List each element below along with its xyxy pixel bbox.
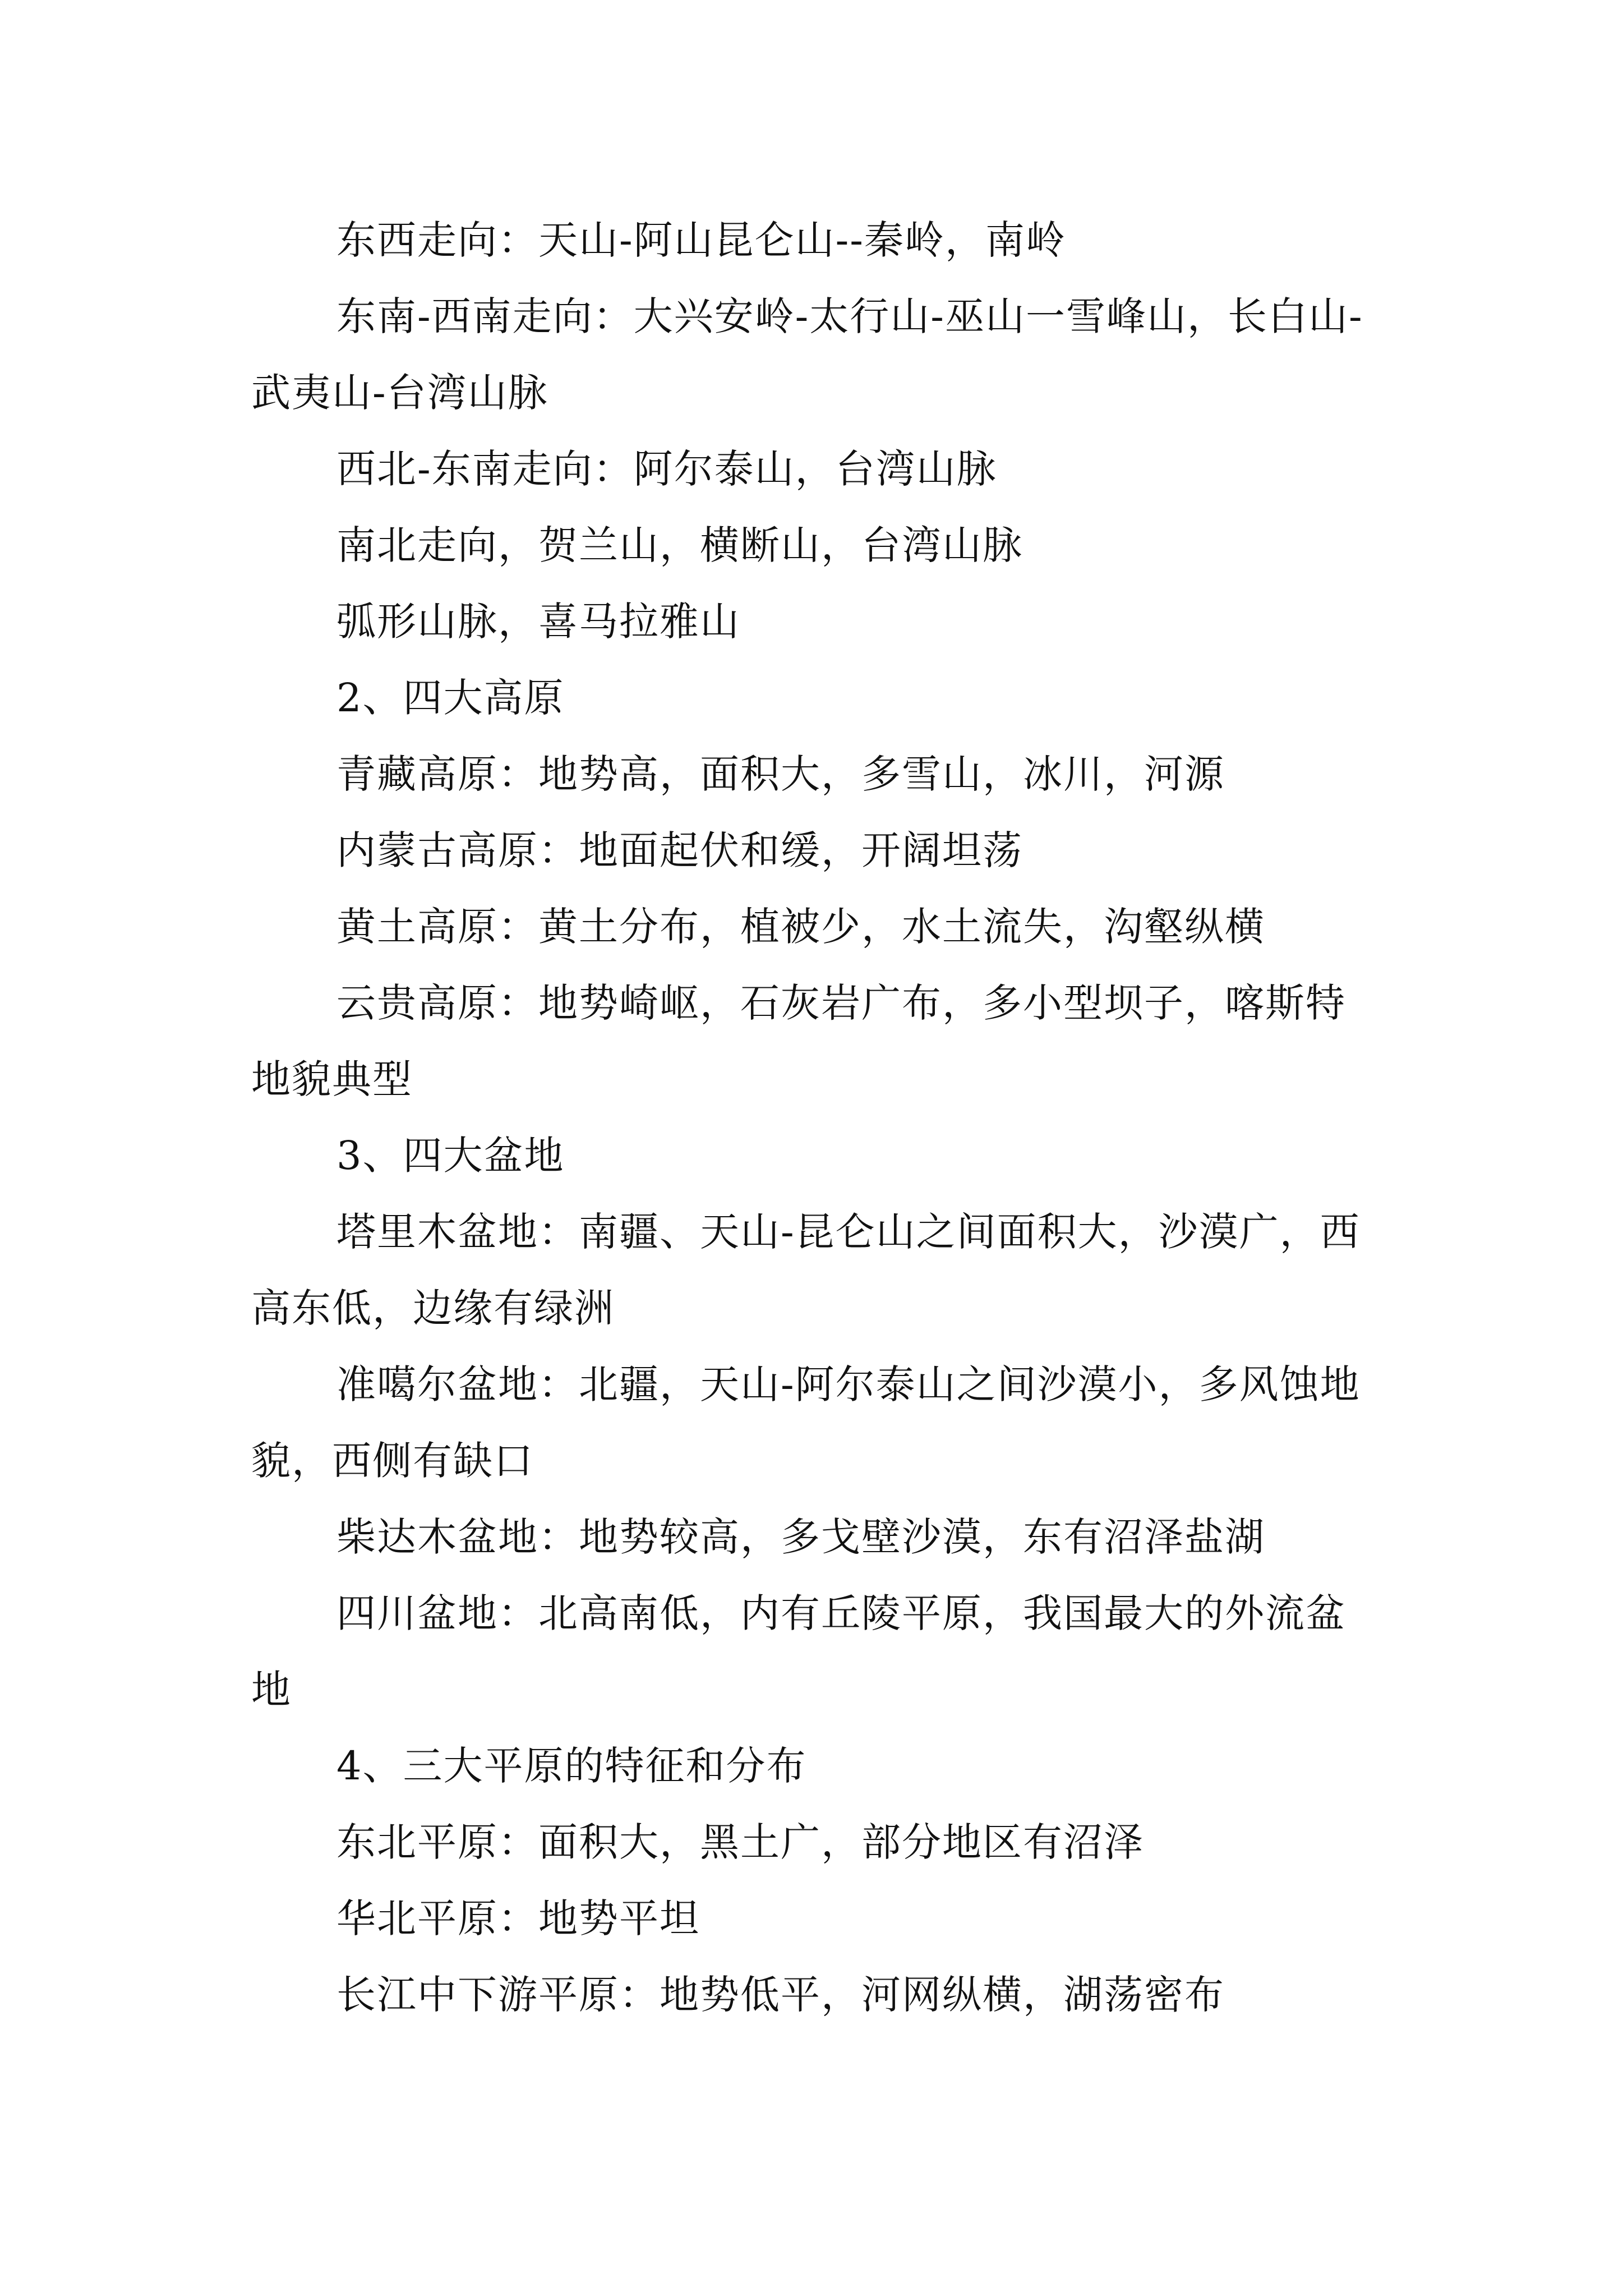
section-heading-plains: 4、三大平原的特征和分布 xyxy=(336,1743,807,1789)
paragraph-mountains-north-south: 南北走向，贺兰山，横断山，台湾山脉 xyxy=(336,522,1023,568)
paragraph-qingzang-plateau: 青藏高原：地势高，面积大，多雪山，冰川，河源 xyxy=(336,751,1225,797)
paragraph-northeast-plain: 东北平原：面积大，黑土广，部分地区有沼泽 xyxy=(336,1819,1144,1865)
section-heading-plateaus: 2、四大高原 xyxy=(336,675,565,721)
paragraph-yangtze-plain: 长江中下游平原：地势低平，河网纵横，湖荡密布 xyxy=(336,1972,1225,2018)
section-heading-basins: 3、四大盆地 xyxy=(336,1133,565,1179)
paragraph-mountains-arc: 弧形山脉，喜马拉雅山 xyxy=(336,599,740,645)
paragraph-tarim-basin: 塔里木盆地：南疆、天山-昆仑山之间面积大，沙漠广，西高东低，边缘有绿洲 xyxy=(251,1209,1361,1331)
paragraph-inner-mongolia-plateau: 内蒙古高原：地面起伏和缓，开阔坦荡 xyxy=(336,827,1023,873)
paragraph-mountains-nw-se: 西北-东南走向：阿尔泰山，台湾山脉 xyxy=(336,446,997,492)
paragraph-mountains-east-west: 东西走向：天山-阿山昆仑山--秦岭，南岭 xyxy=(336,217,1066,263)
document-body xyxy=(251,202,1384,2033)
paragraph-loess-plateau: 黄土高原：黄土分布，植被少，水土流失，沟壑纵横 xyxy=(336,904,1265,950)
paragraph-mountains-ne-sw: 东南-西南走向：大兴安岭-太行山-巫山一雪峰山，长白山-武夷山-台湾山脉 xyxy=(251,293,1363,416)
paragraph-junggar-basin: 准噶尔盆地：北疆，天山-阿尔泰山之间沙漠小，多风蚀地貌，西侧有缺口 xyxy=(251,1361,1361,1484)
paragraph-north-china-plain: 华北平原：地势平坦 xyxy=(336,1895,700,1941)
paragraph-yungui-plateau: 云贵高原：地势崎岖，石灰岩广布，多小型坝子，喀斯特地貌典型 xyxy=(251,980,1346,1102)
paragraph-qaidam-basin: 柴达木盆地：地势较高，多戈壁沙漠，东有沼泽盐湖 xyxy=(336,1514,1265,1560)
paragraph-sichuan-basin: 四川盆地：北高南低，内有丘陵平原，我国最大的外流盆地 xyxy=(251,1590,1346,1713)
